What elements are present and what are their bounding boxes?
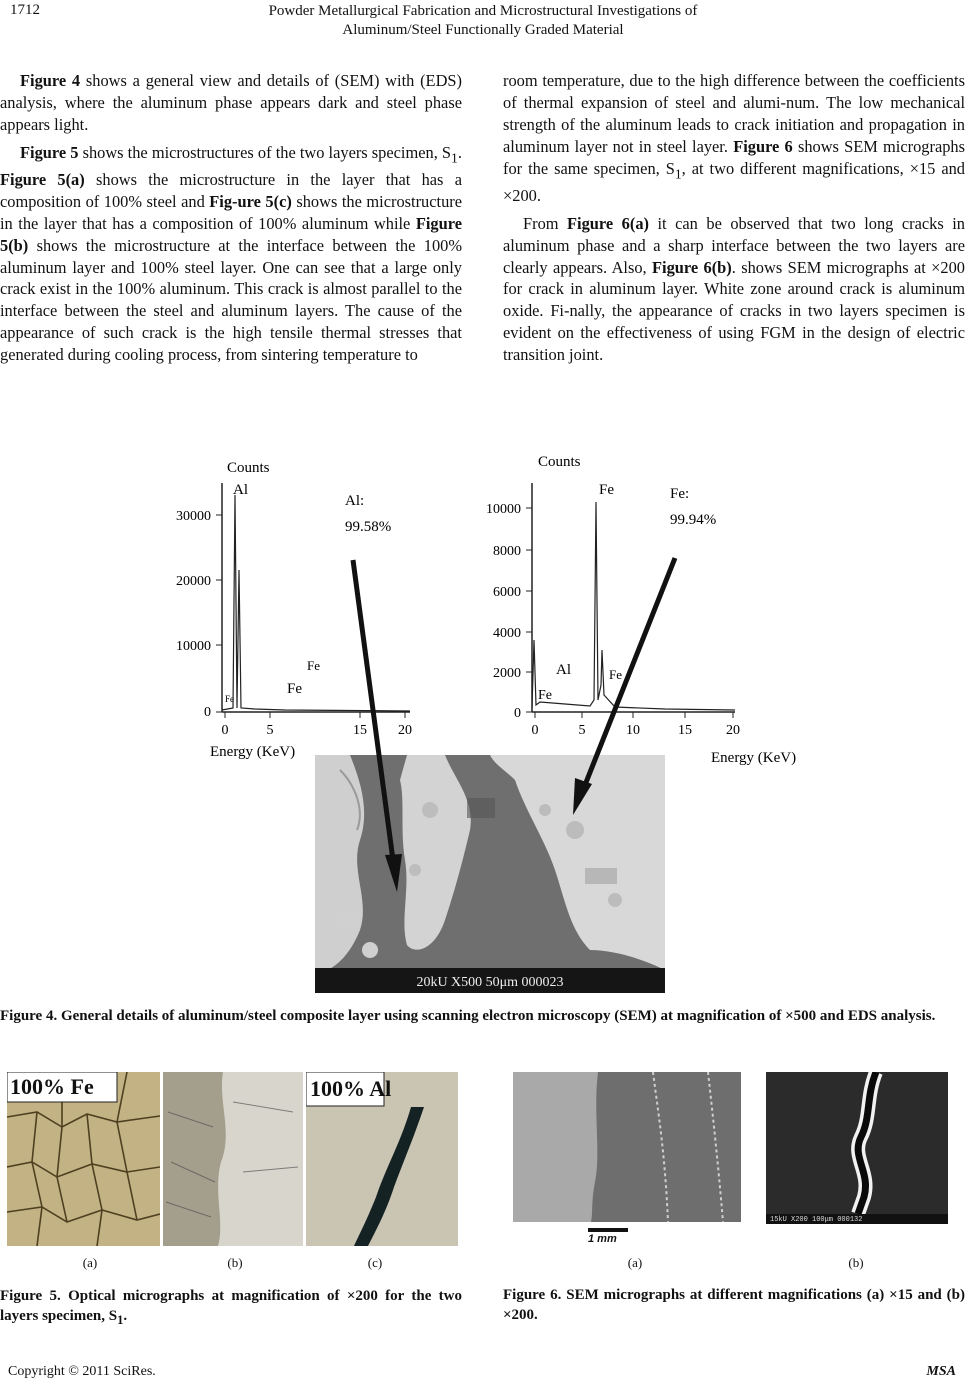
figure-ref: Figure 4 bbox=[20, 71, 81, 90]
eds-right-xtick: 10 bbox=[626, 723, 640, 738]
figure-ref: Figure 6 bbox=[733, 136, 793, 156]
right-column bbox=[503, 70, 965, 366]
paragraph: Figure 5 shows the microstructures of the two layers specimen, $S_1$. Figure 5(a) shows the microstructure in the layer that has a composition of 100% steel and Fig-ure 5(c) shows the microstructure in the layer that has a composition of 100% aluminum while Figure 5(b) shows the microstructure at the interface between the 100% aluminum layer and 100% steel layer. One can see that a large only crack exist in the 100% aluminum. This crack is almost parallel to the interface between the steel and aluminum layers. The cause of the appearance of such crack is the high tensile thermal stresses that generated during cooling process, from sintering temperature to bbox=[0, 142, 462, 365]
page-number: 1712 bbox=[10, 2, 40, 18]
figure-6b-panel-label: (b) bbox=[848, 1255, 864, 1270]
figure-6a-scale-label: 1 mm bbox=[588, 1233, 617, 1245]
running-title-line1: Powder Metallurgical Fabrication and Microstructural Investigations of bbox=[268, 3, 698, 19]
paragraph: From Figure 6(a) it can be observed that two long cracks in aluminum phase and a sharp interface between the two layers are clearly appears. Also, Figure 6(b). shows SEM micrographs at ×200 for crack in aluminum layer. White zone around crack is aluminum oxide. Fi-nally, the appearance of cracks in two layers specimen is evident on the effectiveness of using FGM in the design of electric transition joint. bbox=[503, 213, 965, 365]
figure-5-caption: Figure 5. Optical micrographs at magnification of ×200 for the two layers specimen, $S_1$. bbox=[0, 1288, 462, 1327]
figure-5a-micrograph bbox=[7, 1072, 160, 1246]
figure-6b-databar: 15kU X200 100μm 000132 bbox=[770, 1216, 863, 1224]
eds-right-xlabel: Energy (KeV) bbox=[711, 750, 797, 766]
left-column bbox=[0, 70, 462, 366]
eds-left-xtick: 0 bbox=[221, 723, 229, 738]
eds-right-xtick: 5 bbox=[578, 723, 586, 738]
eds-left-ytick: 30000 bbox=[176, 509, 211, 524]
sem-micrograph bbox=[315, 755, 665, 993]
eds-right-counts-label: Counts bbox=[538, 454, 581, 470]
paragraph: room temperature, due to the high difference between the coefficients of thermal expansion of steel and alumi-num. The low mechanical strength of the aluminum leads to crack initiation and propagation in aluminum layer not in steel layer. Figure 6 shows SEM micrographs for the same specimen, $S_1$, at two different magnifications, ×15 and ×200. bbox=[503, 71, 965, 205]
eds-right-composition-value: 99.94% bbox=[670, 512, 717, 528]
figure-6a-cracks bbox=[513, 1072, 741, 1222]
figure-ref: Figure 6(a) bbox=[567, 213, 649, 233]
eds-right-ytick: 0 bbox=[514, 706, 521, 721]
figure-5c-label: 100% Al bbox=[310, 1076, 392, 1101]
eds-left-composition-label: Al: bbox=[345, 493, 365, 509]
eds-left-minor-label: Fe bbox=[287, 681, 302, 697]
eds-right-composition-label: Fe: bbox=[670, 486, 690, 502]
eds-left-xtick: 15 bbox=[353, 723, 367, 738]
figure-5b-micrograph bbox=[163, 1072, 303, 1246]
eds-left-ytick: 0 bbox=[204, 705, 211, 720]
eds-right-xtick: 0 bbox=[531, 723, 539, 738]
figure-5b-panel-label: (b) bbox=[227, 1255, 243, 1270]
eds-left-xtick: 5 bbox=[266, 723, 274, 738]
copyright: Copyright © 2011 SciRes. bbox=[8, 1364, 156, 1379]
running-title-line2: Aluminum/Steel Functionally Graded Material bbox=[342, 22, 624, 38]
figure-5b-interface bbox=[163, 1072, 303, 1246]
journal-name: MSA bbox=[926, 1364, 956, 1379]
eds-left-counts-label: Counts bbox=[227, 460, 270, 476]
figure-ref: Fig-ure 5(c) bbox=[209, 191, 292, 211]
figure-ref: Figure 5 bbox=[20, 142, 79, 162]
eds-right-xtick: 15 bbox=[678, 723, 692, 738]
eds-left-minor-label: Fe bbox=[225, 694, 234, 704]
figure-5c-panel-label: (c) bbox=[367, 1255, 383, 1270]
figure-5a-label: 100% Fe bbox=[10, 1074, 94, 1099]
figure-4 bbox=[145, 450, 822, 995]
figure-6a-micrograph bbox=[513, 1072, 741, 1222]
figure-ref: Figure 5(a) bbox=[0, 169, 85, 189]
eds-right-ytick: 10000 bbox=[486, 502, 521, 517]
figure-6-caption: Figure 6. SEM micrographs at different magnifications (a) ×15 and (b) ×200. bbox=[503, 1287, 965, 1323]
figure-5c-micrograph bbox=[306, 1072, 458, 1246]
eds-left-peak-label: Al bbox=[233, 482, 248, 498]
figure-ref: Figure 5(b) bbox=[0, 213, 462, 255]
paragraph: Figure 4 shows a general view and details of (SEM) with (EDS) analysis, where the aluminum phase appears dark and steel phase appears light. bbox=[0, 71, 462, 134]
eds-left-ytick: 20000 bbox=[176, 574, 211, 589]
eds-right-ytick: 4000 bbox=[493, 626, 521, 641]
figure-6b-micrograph bbox=[766, 1072, 948, 1224]
eds-right-minor-label: Fe bbox=[538, 688, 552, 703]
sem-databar: 20kU X500 50μm 000023 bbox=[416, 975, 564, 990]
figure-4-caption: Figure 4. General details of aluminum/steel composite layer using scanning electron microscopy (SEM) at magnification of ×500 and EDS analysis. bbox=[0, 1008, 936, 1024]
eds-right-ytick: 6000 bbox=[493, 585, 521, 600]
figure-6b-crack bbox=[766, 1072, 948, 1224]
figure-4-graphic bbox=[145, 450, 822, 995]
eds-left-minor-label: Fe bbox=[307, 658, 320, 673]
figure-6a-panel-label: (a) bbox=[627, 1255, 643, 1270]
eds-right-peak-label: Fe bbox=[599, 482, 614, 498]
figure-5a-panel-label: (a) bbox=[82, 1255, 98, 1270]
eds-right-minor-label: Al bbox=[556, 662, 571, 678]
eds-left-composition-value: 99.58% bbox=[345, 519, 392, 535]
figure-6a-scale-bar bbox=[588, 1228, 628, 1232]
eds-right-minor-label: Fe bbox=[609, 667, 622, 682]
eds-left-ytick: 10000 bbox=[176, 639, 211, 654]
eds-left-xtick: 20 bbox=[398, 723, 412, 738]
eds-right-ytick: 2000 bbox=[493, 666, 521, 681]
running-title bbox=[0, 2, 966, 40]
eds-right-ytick: 8000 bbox=[493, 544, 521, 559]
figure-ref: Figure 6(b) bbox=[652, 257, 732, 277]
eds-right-xtick: 20 bbox=[726, 723, 740, 738]
eds-left-xlabel: Energy (KeV) bbox=[210, 744, 296, 760]
